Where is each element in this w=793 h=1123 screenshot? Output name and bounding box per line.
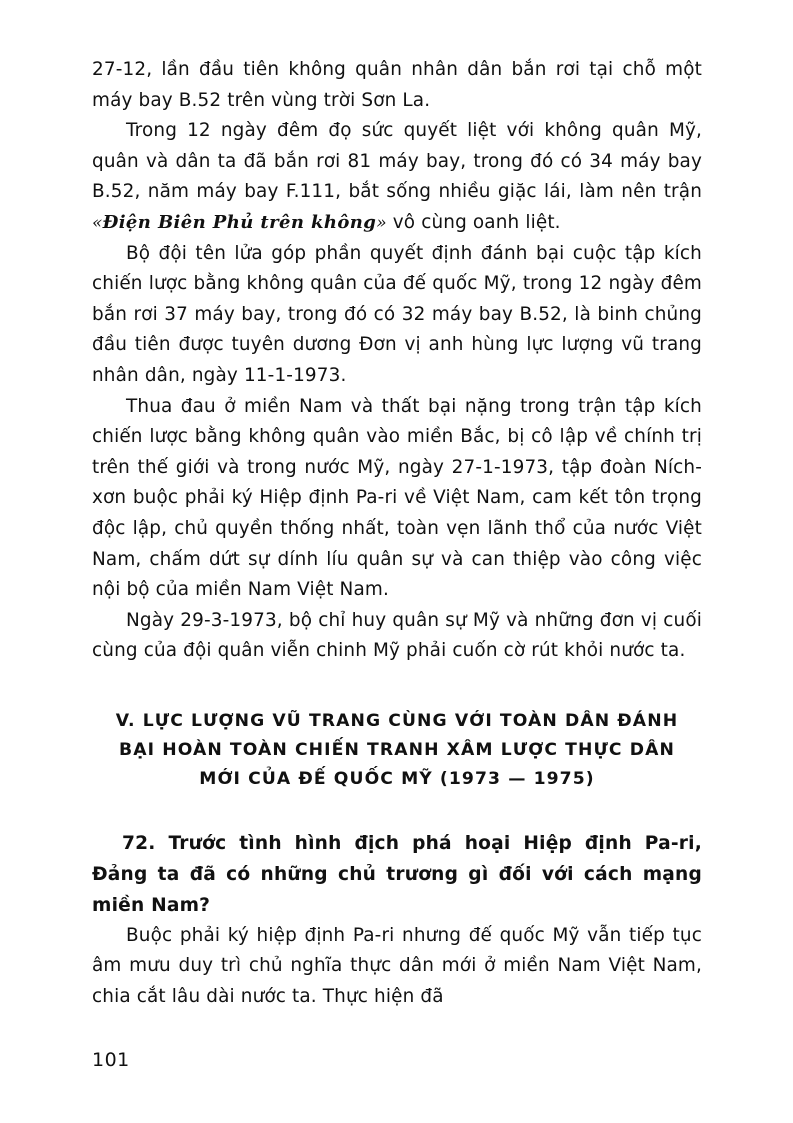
paragraph-2 (92, 116, 702, 238)
page-number: 101 (92, 1049, 130, 1071)
paragraph-4: Thua đau ở miền Nam và thất bại nặng trong trận tập kích chiến lược bằng không quân vào miền Bắc, bị cô lập về chính trị trên thế giới và trong nước Mỹ, ngày 27-1-1973, tập đoàn Ních-xơn buộc phải ký Hiệp định Pa-ri về Việt Nam, cam kết tôn trọng độc lập, chủ quyền thống nhất, toàn vẹn lãnh thổ của nước Việt Nam, chấm dứt sự dính líu quân sự và can thiệp vào công việc nội bộ của miền Nam Việt Nam. (92, 395, 702, 601)
paragraph-2-text-a: Trong 12 ngày đêm đọ sức quyết liệt với không quân Mỹ, quân và dân ta đã bắn rơi 81 máy bay, trong đó có 34 máy bay B.52, năm máy bay F.111, bắt sống nhiều giặc lái, làm nên trận (92, 120, 702, 203)
quoted-phrase: Điện Biên Phủ trên không (102, 211, 377, 233)
paragraph-3: Bộ đội tên lửa góp phần quyết định đánh bại cuộc tập kích chiến lược bằng không quân của đế quốc Mỹ, trong 12 ngày đêm bắn rơi 37 máy bay, trong đó có 32 máy bay B.52, là binh chủng đầu tiên được tuyên dương Đơn vị anh hùng lực lượng vũ trang nhân dân, ngày 11-1-1973. (92, 242, 702, 386)
question-text: Trước tình hình địch phá hoại Hiệp định Pa-ri, Đảng ta đã có những chủ trương gì đối với cách mạng miền Nam? (92, 832, 702, 916)
paragraph-5: Ngày 29-3-1973, bộ chỉ huy quân sự Mỹ và những đơn vị cuối cùng của đội quân viễn chinh Mỹ phải cuốn cờ rút khỏi nước ta. (92, 609, 702, 662)
text-column (92, 55, 702, 1013)
question-number: 72. (122, 832, 156, 854)
question-block (92, 828, 702, 921)
paragraph-2-text-b: vô cùng oanh liệt. (386, 211, 561, 233)
closing-paragraph: Buộc phải ký hiệp định Pa-ri nhưng đế quốc Mỹ vẫn tiếp tục âm mưu duy trì chủ nghĩa thực dân mới ở miền Nam Việt Nam, chia cắt lâu dài nước ta. Thực hiện đã (92, 924, 702, 1008)
section-heading-line-3: MỚI CỦA ĐẾ QUỐC MỸ (1973 — 1975) (199, 768, 595, 789)
section-heading (92, 707, 702, 794)
section-heading-line-1: V. LỰC LƯỢNG VŨ TRANG CÙNG VỚI TOÀN DÂN ĐÁNH (115, 710, 679, 731)
open-guillemet: « (92, 212, 103, 233)
close-guillemet: » (376, 212, 387, 233)
paragraph-1: 27-12, lần đầu tiên không quân nhân dân bắn rơi tại chỗ một máy bay B.52 trên vùng trời Sơn La. (92, 59, 702, 111)
section-heading-line-2: BẠI HOÀN TOÀN CHIẾN TRANH XÂM LƯỢC THỰC DÂN (119, 739, 675, 760)
